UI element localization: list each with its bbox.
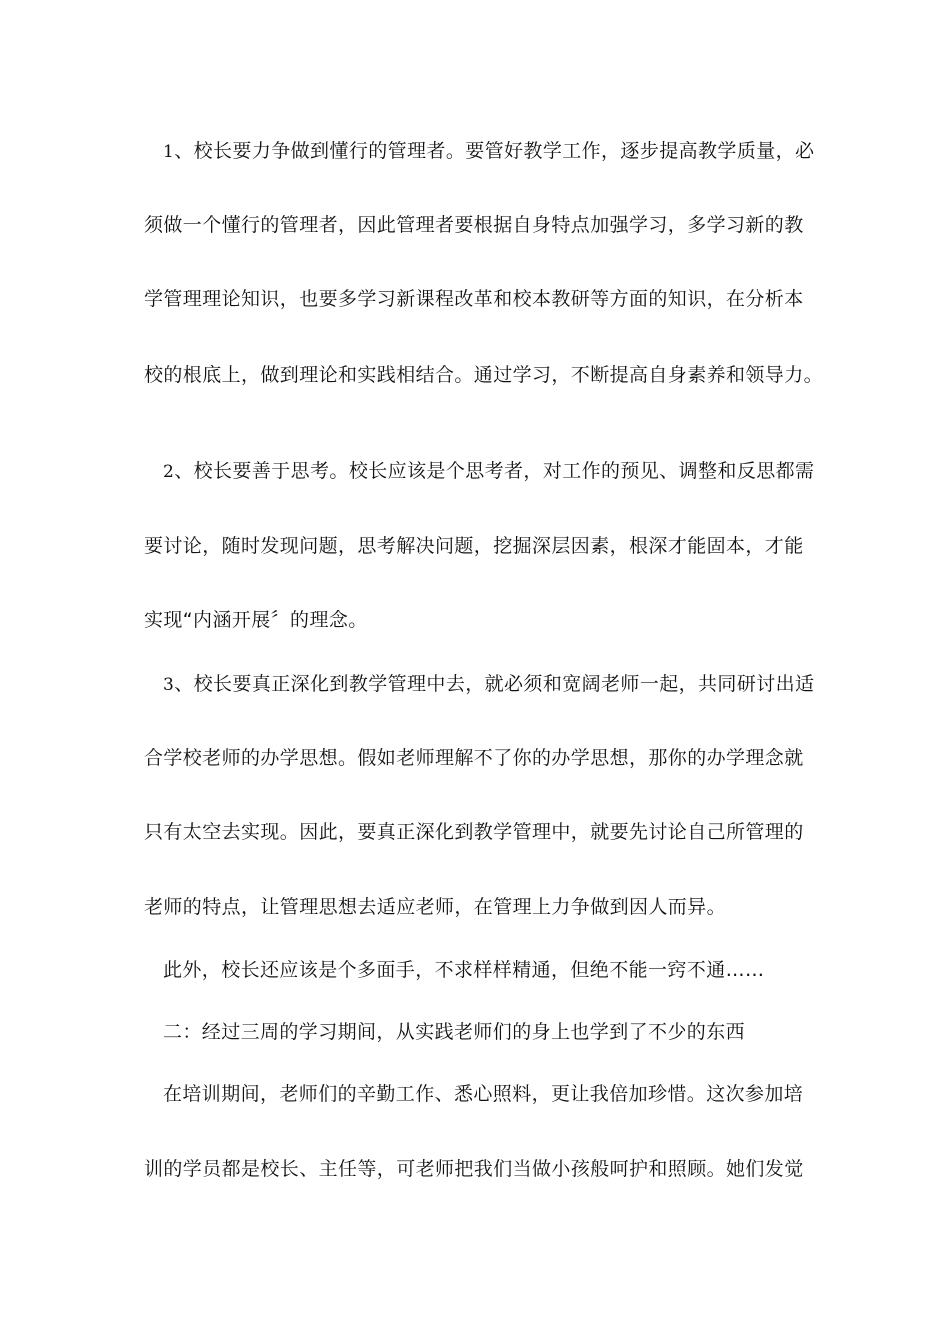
paragraph-2-line-2: 要讨论，随时发现问题，思考解决问题，挖掘深层因素，根深才能固本，才能 [144,535,804,557]
paragraph-1-number: 1 [163,142,175,162]
paragraph-3-line-1: 3、校长要真正深化到教学管理中去，就必须和宽阔老师一起，共同研讨出适 [163,673,815,695]
paragraph-3-line-2: 合学校老师的办学思想。假如老师理解不了你的办学思想，那你的办学理念就 [144,747,804,769]
paragraph-2-line-3: 实现“内涵开展〞的理念。 [144,609,368,631]
paragraph-1-line-1: 1、校长要力争做到懂行的管理者。要管好教学工作，逐步提高教学质量，必 [163,140,815,162]
paragraph-4-line-1: 此外，校长还应该是个多面手，不求样样精通，但绝不能一窍不通…… [163,959,765,981]
paragraph-3-number: 3 [163,675,175,695]
paragraph-6-line-2: 训的学员都是校长、主任等，可老师把我们当做小孩般呵护和照顾。她们发觉 [144,1158,804,1180]
paragraph-6-line-1: 在培训期间，老师们的辛勤工作、悉心照料，更让我倍加珍惜。这次参加培 [163,1083,804,1105]
section-heading: 二：经过三周的学习期间，从实践老师们的身上也学到了不少的东西 [163,1021,746,1043]
paragraph-3-line-4: 老师的特点，让管理思想去适应老师，在管理上力争做到因人而异。 [144,896,727,918]
paragraph-2-number: 2 [163,462,175,482]
paragraph-2-line-1: 2、校长要善于思考。校长应该是个思考者，对工作的预见、调整和反思都需 [163,460,815,482]
paragraph-1-line-3: 学管理理论知识，也要多学习新课程改革和校本教研等方面的知识，在分析本 [144,288,804,310]
paragraph-1-line-2: 须做一个懂行的管理者，因此管理者要根据自身特点加强学习，多学习新的教 [144,214,804,236]
paragraph-1-line-4: 校的根底上，做到理论和实践相结合。通过学习，不断提高自身素养和领导力。 [144,364,824,386]
paragraph-3-line-3: 只有太空去实现。因此，要真正深化到教学管理中，就要先讨论自己所管理的 [144,821,804,843]
